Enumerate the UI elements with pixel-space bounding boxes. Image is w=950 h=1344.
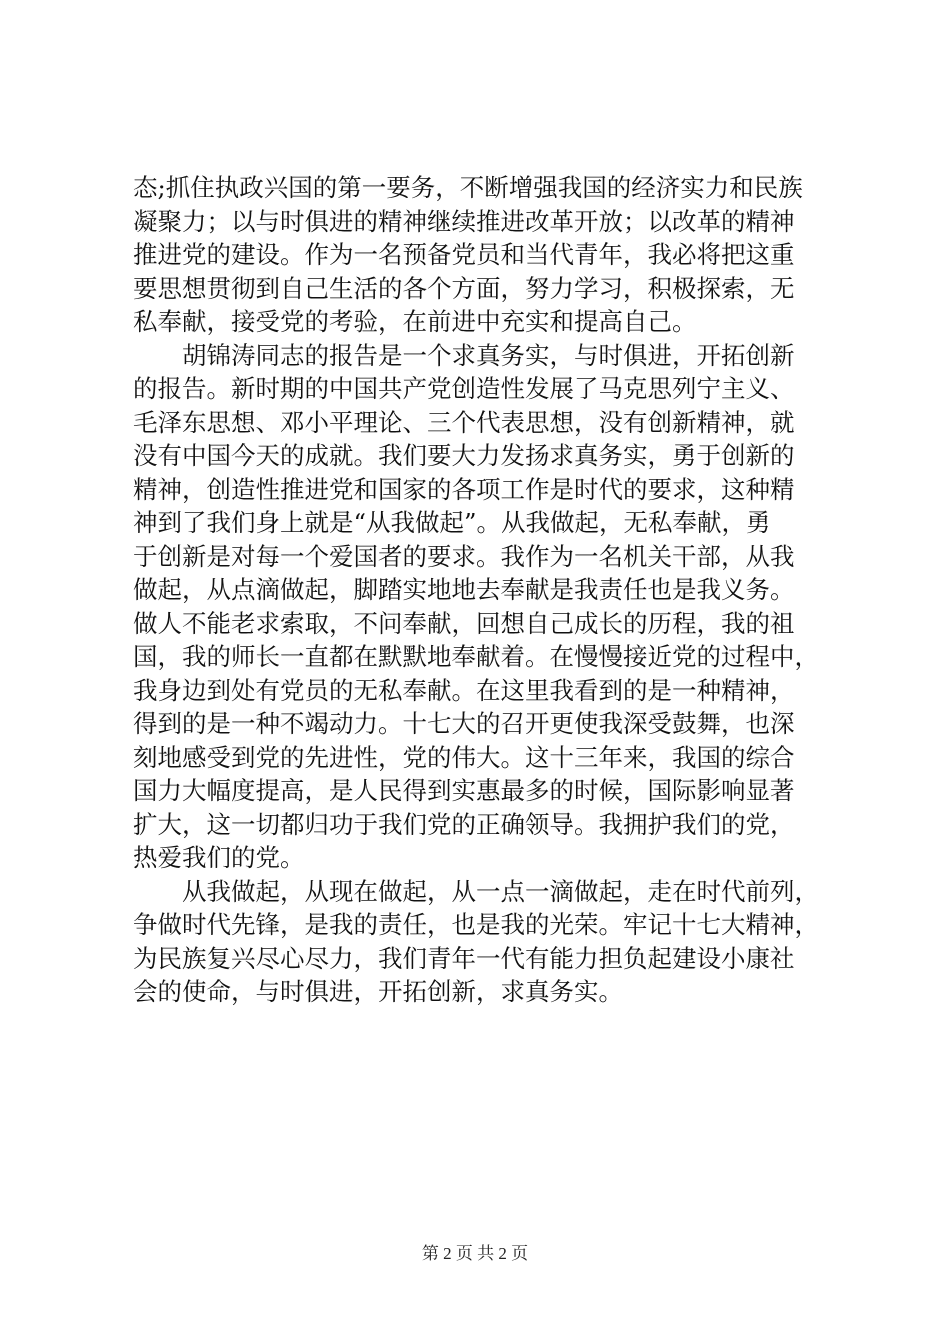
text-line: 会的使命，与时俱进，开拓创新，求真务实。 [133, 977, 623, 1006]
text-line: 国力大幅度提高，是人民得到实惠最多的时候，国际影响显著 [133, 776, 795, 805]
text-line: 刻地感受到党的先进性，党的伟大。这十三年来，我国的综合 [133, 742, 795, 772]
text-line: 得到的是一种不竭动力。十七大的召开更使我深受鼓舞，也深 [133, 709, 795, 738]
page-number-footer: 第 2 页 共 2 页 [421, 1244, 529, 1263]
text-line: 热爱我们的党。 [133, 843, 305, 872]
text-line: 做起，从点滴做起，脚踏实地地去奉献是我责任也是我义务。 [133, 575, 795, 604]
body-text [133, 171, 827, 1009]
text-line: 要思想贯彻到自己生活的各个方面，努力学习，积极探索，无 [133, 273, 795, 303]
text-line: 精神，创造性推进党和国家的各项工作是时代的要求，这种精 [133, 474, 795, 504]
text-line: 的报告。新时期的中国共产党创造性发展了马克思列宁主义、 [133, 374, 795, 403]
text-line: 做人不能老求索取，不问奉献，回想自己成长的历程，我的祖 [133, 608, 795, 638]
text-line: 推进党的建设。作为一名预备党员和当代青年，我必将把这重 [133, 240, 795, 269]
text-line: 态;抓住执政兴国的第一要务，不断增强我国的经济实力和民族 [133, 173, 803, 202]
text-line: 争做时代先锋，是我的责任，也是我的光荣。牢记十七大精神， [133, 910, 819, 939]
text-line: 毛泽东思想、邓小平理论、三个代表思想，没有创新精神，就 [133, 407, 795, 437]
text-line: 胡锦涛同志的报告是一个求真务实，与时俱进，开拓创新 [133, 340, 795, 370]
text-line: 没有中国今天的成就。我们要大力发扬求真务实，勇于创新的 [133, 441, 795, 470]
text-line: 凝聚力；以与时俱进的精神继续推进改革开放；以改革的精神 [133, 206, 795, 236]
text-line: 为民族复兴尽心尽力，我们青年一代有能力担负起建设小康社 [133, 943, 795, 973]
text-line: 扩大，这一切都归功于我们党的正确领导。我拥护我们的党， [133, 809, 795, 839]
text-line: 国，我的师长一直都在默默地奉献着。在慢慢接近党的过程中， [133, 642, 819, 671]
text-line: 于创新是对每一个爱国者的要求。我作为一名机关干部，从我 [133, 541, 795, 571]
text-line: 从我做起，从现在做起，从一点一滴做起，走在时代前列， [133, 876, 819, 906]
text-line: 私奉献，接受党的考验，在前进中充实和提高自己。 [133, 307, 697, 336]
text-line: 我身边到处有党员的无私奉献。在这里我看到的是一种精神， [133, 675, 795, 705]
text-line: 神到了我们身上就是“从我做起”。从我做起，无私奉献，勇 [133, 508, 771, 537]
